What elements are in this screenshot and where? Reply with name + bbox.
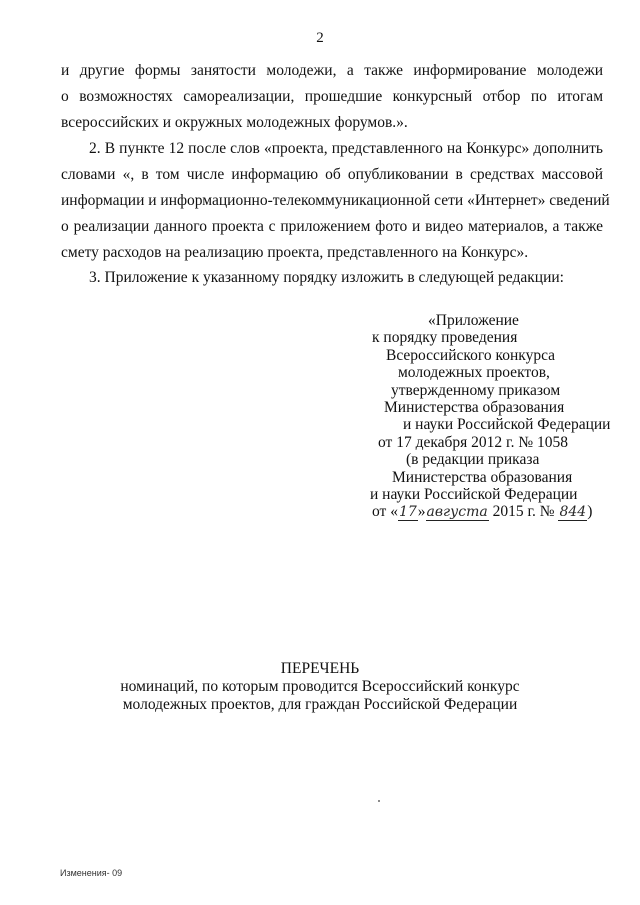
- text-line: о возможностях самореализации, прошедшие конкурсный отбор по итогам: [61, 88, 603, 105]
- list-heading: ПЕРЕЧЕНЬ: [280, 660, 360, 677]
- text-line: словами «, в том числе информацию об опубликовании в средствах массовой: [61, 166, 603, 183]
- text-line: смету расходов на реализацию проекта, представленного на Конкурс».: [61, 244, 529, 261]
- appendix-line: молодежных проектов,: [398, 364, 550, 382]
- footer-note: Изменения- 09: [60, 868, 123, 878]
- paragraph-1: [61, 58, 603, 136]
- paragraph-3: [61, 265, 603, 291]
- appendix-line: и науки Российской Федерации: [370, 485, 578, 503]
- appendix-line: к порядку проведения: [372, 329, 518, 347]
- appendix-line: (в редакции приказа: [406, 451, 540, 469]
- text-line: о реализации данного проекта с приложением фото и видео материалов, а также: [61, 218, 603, 235]
- appendix-header: [362, 312, 611, 521]
- page-number: 2: [316, 30, 324, 46]
- text-line: всероссийских и окружных молодежных форумов.».: [61, 114, 408, 131]
- appendix-line: Министерства образования: [384, 398, 565, 416]
- appendix-line: от 17 декабря 2012 г. № 1058: [378, 433, 569, 451]
- text-line: 3. Приложение к указанному порядку изложить в следующей редакции:: [89, 269, 564, 286]
- appendix-date-line: [362, 503, 592, 520]
- list-title-block: [0, 660, 640, 714]
- date-quote: »: [417, 503, 426, 521]
- handwritten-day: 17: [398, 504, 417, 521]
- appendix-line: Всероссийского конкурса: [386, 346, 556, 364]
- text-line: и другие формы занятости молодежи, а также информирование молодежи: [61, 62, 603, 79]
- date-year-label: 2015 г. №: [492, 503, 559, 521]
- appendix-line: «Приложение: [428, 312, 519, 329]
- date-prefix: от «: [372, 503, 398, 521]
- appendix-line: Министерства образования: [392, 468, 573, 486]
- date-suffix: ): [587, 503, 593, 521]
- list-subtitle-line: молодежных проектов, для граждан Российской Федерации: [122, 696, 518, 713]
- text-line: 2. В пункте 12 после слов «проекта, представленного на Конкурс» дополнить: [89, 140, 603, 157]
- handwritten-month: августа: [426, 504, 488, 521]
- text-line: информации и информационно-телекоммуникационной сети «Интернет» сведений: [61, 192, 610, 209]
- handwritten-number: 844: [559, 504, 587, 521]
- list-subtitle-line: номинаций, по которым проводится Всероссийский конкурс: [120, 678, 520, 695]
- appendix-line: и науки Российской Федерации: [403, 416, 611, 434]
- scan-speck: [378, 800, 380, 802]
- appendix-line: утвержденному приказом: [391, 381, 561, 399]
- paragraph-2: [61, 136, 610, 266]
